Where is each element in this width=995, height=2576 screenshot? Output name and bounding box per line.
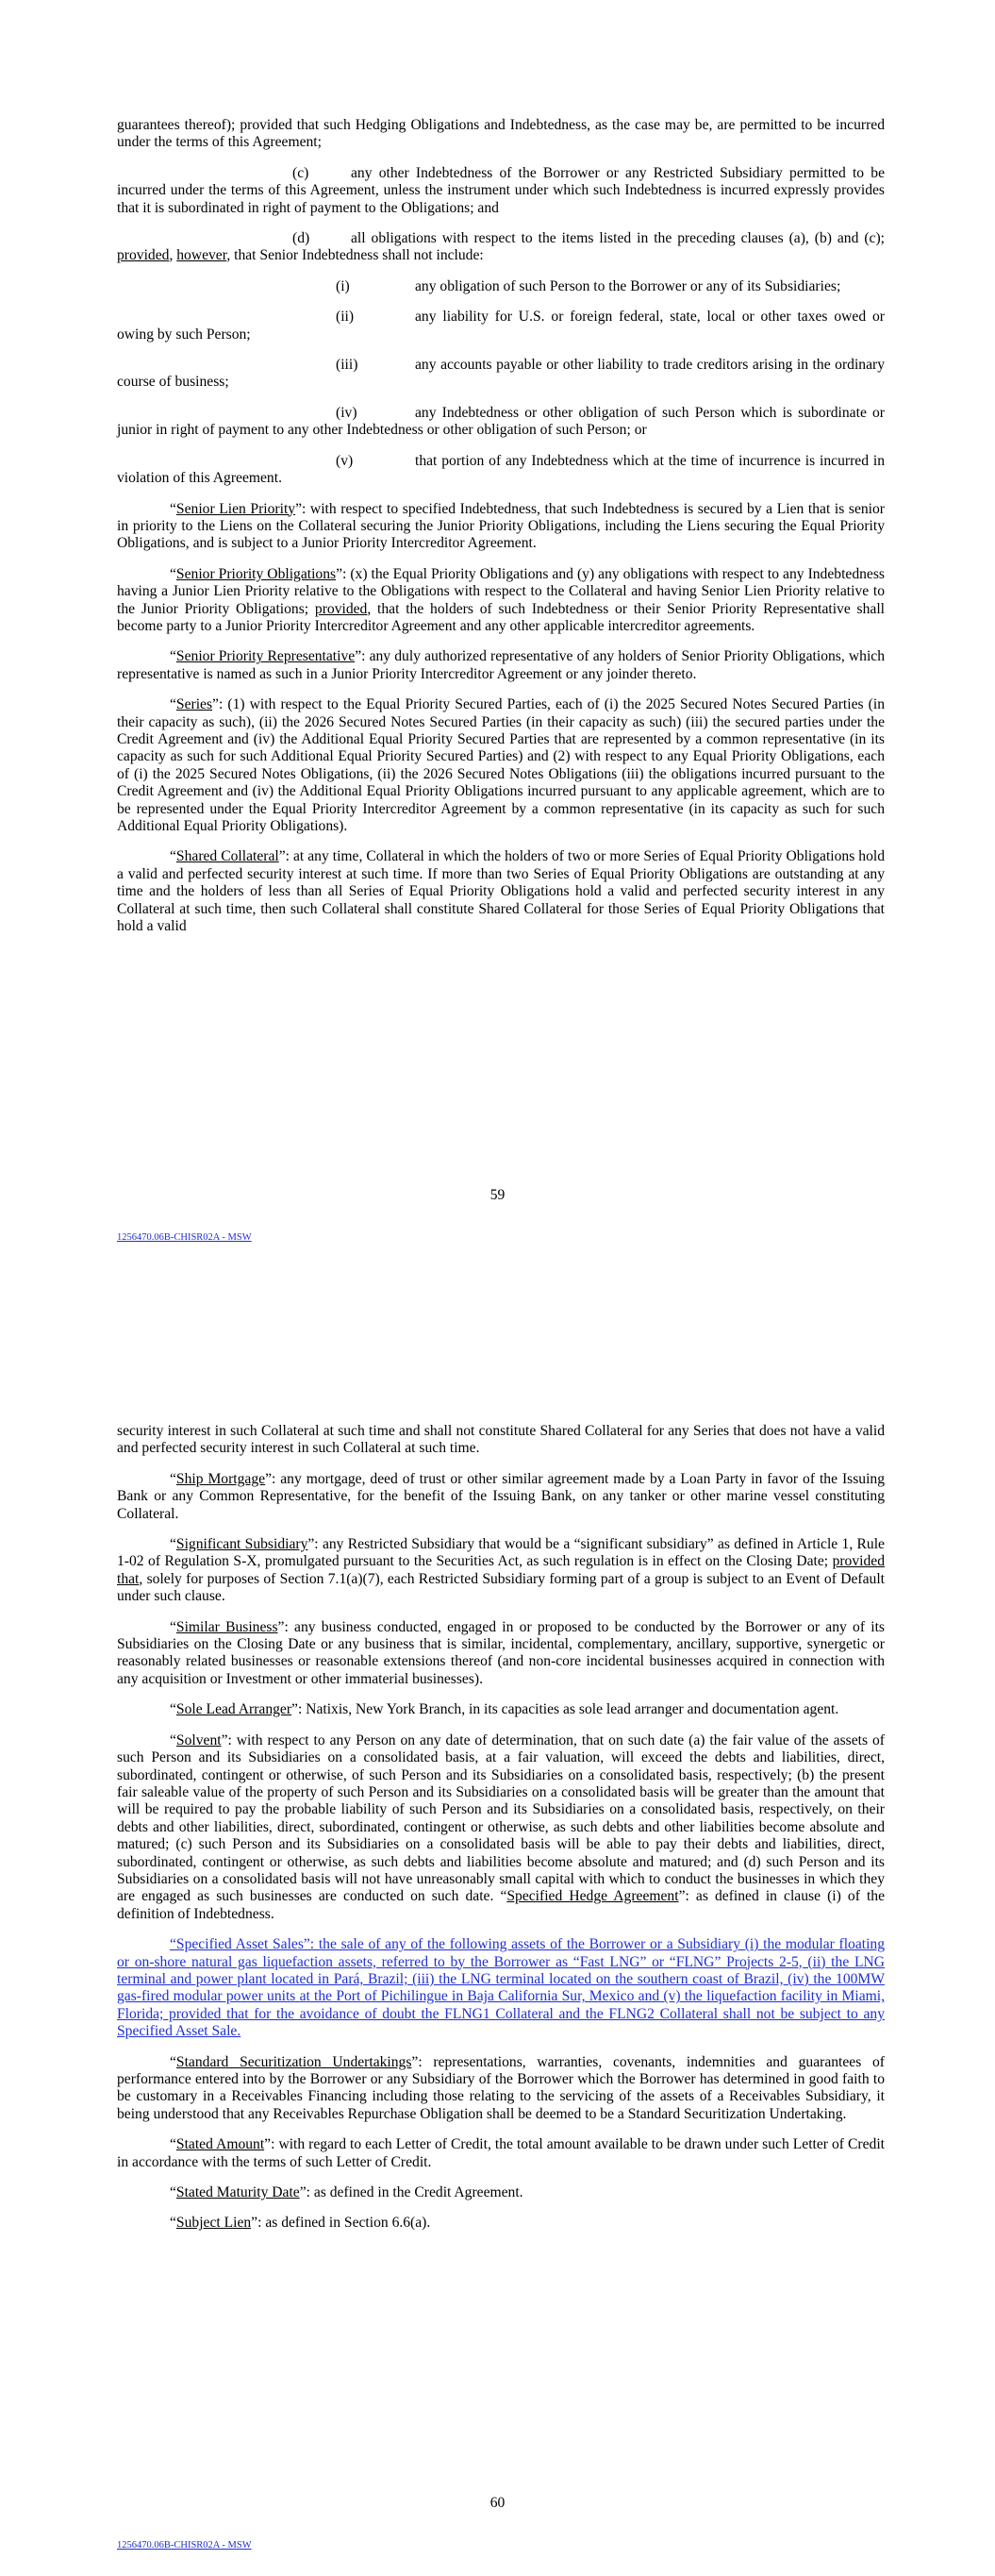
clause-number: (c) [292, 164, 309, 181]
definition-stated-maturity-date: “Stated Maturity Date”: as defined in the Credit Agreement. [170, 2184, 523, 2201]
definition-senior-lien-priority: “Senior Lien Priority”: with respect to specified Indebtedness, that such Indebtedness is secured by a Lien that is senior in priority to the Liens on the Collateral securing the Junior Priority Obligations, including the Liens securing the Equal Priority Obligations, and is subject to a Junior Priority Intercreditor Agreement. [117, 500, 885, 552]
continuation-paragraph: guarantees thereof); provided that such Hedging Obligations and Indebtedness, as the case may be, are permitted to be incurred under the terms of this Agreement; [117, 117, 885, 151]
defined-term: Stated Amount [175, 2136, 265, 2153]
page-60 [0, 1302, 995, 2576]
defined-term: Significant Subsidiary [175, 1536, 308, 1553]
inserted-text: “Specified Asset Sales”: the sale of any of the following assets of the Borrower or a Subsidiary (i) the modular floating or on-shore natural gas liquefaction assets, referred to by the Borrower as “Fast LNG” or “FLNG” Projects 2-5, (ii) the LNG terminal and power plant located in Pará, Brazil; (iii) the LNG terminal located on the southern coast of Brazil, (iv) the 100MW gas-fired modular power units at the Port of Pichilingue in Baja California Sur, Mexico and (v) the liquefaction facility in Miami, Florida; provided that for the avoidance of doubt the FLNG1 Collateral and the FLNG2 Collateral shall not be subject to any Specified Asset Sale. [117, 1936, 885, 2040]
definition-senior-priority-obligations: “Senior Priority Obligations”: (x) the Equal Priority Obligations and (y) any obligations with respect to any Indebtedness having a Junior Lien Priority relative to the Obligations with respect to the Collateral and having Senior Lien Priority relative to the Junior Priority Obligations; provided, that the holders of such Indebtedness or their Senior Priority Representative shall become party to a Junior Priority Intercreditor Agreement and any other applicable intercreditor agreements. [117, 565, 885, 634]
defined-term: Subject Lien [175, 2215, 252, 2232]
subclause-iv: (iv) any Indebtedness or other obligation of such Person which is subordinate or junior in right of payment to any other Indebtedness or other obligation of such Person; or [117, 404, 885, 439]
defined-term: Standard Securitization Undertakings [175, 2053, 412, 2070]
definition-series: “Series”: (1) with respect to the Equal Priority Secured Parties, each of (i) the 2025 Secured Notes Secured Parties (in their capacity as such), (ii) the 2026 Secured Notes Secured Parties (in their capacity as such) (iii) the secured parties under the Credit Agreement and (iv) the Additional Equal Priority Secured Parties that are represented by a common representative (in its capacity as such for such Additional Equal Priority Secured Parties) and (2) with respect to any Equal Priority Obligations, each of (i) the 2025 Secured Notes Obligations, (ii) the 2026 Secured Notes Obligations (iii) the obligations incurred pursuant to the Credit Agreement and (iv) the Additional Equal Priority Obligations incurred pursuant to any applicable agreement, which are to be represented under the Equal Priority Intercreditor Agreement by a common representative (in its capacity as such for such Additional Equal Priority Obligations). [117, 696, 885, 834]
definition-sole-lead-arranger: “Sole Lead Arranger”: Natixis, New York Branch, in its capacities as sole lead arranger and documentation agent. [170, 1701, 839, 1718]
defined-term: Senior Priority Representative [175, 648, 356, 665]
page-60-body [117, 1423, 885, 2246]
clause-number: (d) [292, 230, 310, 247]
page-number: 60 [489, 2495, 506, 2511]
defined-term: Senior Lien Priority [175, 500, 296, 517]
subclause-number: (ii) [336, 309, 355, 326]
defined-term: Series [175, 696, 213, 713]
defined-term: Shared Collateral [175, 848, 279, 865]
definition-similar-business: “Similar Business”: any business conducted, engaged in or proposed to be conducted by the Borrower or any of its Subsidiaries on the Closing Date or any business that is similar, incidental, complementary, ancillary, supportive, synergetic or reasonably related businesses or reasonable extensions thereof (and non-core incidental businesses acquired in connection with any acquisition or Investment or other immaterial businesses). [117, 1618, 885, 1687]
defined-term: Solvent [175, 1731, 222, 1748]
subclause-number: (v) [336, 452, 354, 469]
defined-term: Similar Business [175, 1618, 278, 1635]
definition-shared-collateral: “Shared Collateral”: at any time, Collateral in which the holders of two or more Series of Equal Priority Obligations hold a valid and perfected security interest at such time. If more than two Series of Equal Priority Obligations are outstanding at any time and the holders of less than all Series of Equal Priority Obligations hold a valid and perfected security interest in any Collateral at such time, then such Collateral shall constitute Shared Collateral for those Series of Equal Priority Obligations that hold a valid [117, 848, 886, 935]
defined-term: Ship Mortgage [175, 1470, 266, 1487]
defined-term: Sole Lead Arranger [175, 1701, 292, 1718]
defined-term: Stated Maturity Date [175, 2184, 300, 2201]
defined-term: Specified Hedge Agreement [506, 1888, 679, 1905]
definition-senior-priority-representative: “Senior Priority Representative”: any duly authorized representative of any holders of Senior Priority Obligations, which representative is named as such in a Junior Priority Intercreditor Agreement or any joinder thereto. [117, 648, 885, 682]
defined-term: Senior Priority Obligations [175, 565, 337, 582]
subclause-v: (v) that portion of any Indebtedness which at the time of incurrence is incurred in violation of this Agreement. [117, 452, 885, 487]
document-footer-id[interactable]: 1256470.06B-CHISR02A - MSW [117, 1232, 252, 1243]
document-footer-id[interactable]: 1256470.06B-CHISR02A - MSW [117, 2540, 252, 2551]
clause-c: (c) any other Indebtedness of the Borrower or any Restricted Subsidiary permitted to be incurred under the terms of this Agreement, unless the instrument under which such Indebtedness is incurred expressly provides that it is subordinated in right of payment to the Obligations; and [117, 164, 885, 216]
subclause-iii: (iii) any accounts payable or other liability to trade creditors arising in the ordinary course of business; [117, 357, 885, 391]
subclause-number: (iv) [336, 404, 357, 421]
subclause-ii: (ii) any liability for U.S. or foreign federal, state, local or other taxes owed or owing by such Person; [117, 309, 885, 343]
definition-standard-securitization-undertakings: “Standard Securitization Undertakings”: representations, warranties, covenants, indemnities and guarantees of performance entered into by the Borrower or any Subsidiary of the Borrower which the Borrower has determined in good faith to be customary in a Receivables Financing including those relating to the servicing of the assets of a Receivables Subsidiary, it being understood that any Receivables Repurchase Obligation shall be deemed to be a Standard Securitization Undertaking. [117, 2053, 885, 2122]
subclause-number: (iii) [336, 357, 358, 374]
continuation-paragraph: security interest in such Collateral at such time and shall not constitute Shared Collateral for any Series that does not have a valid and perfected security interest in such Collateral at such time. [117, 1423, 885, 1457]
page-number: 59 [489, 1187, 506, 1203]
page-59-body [117, 117, 885, 948]
definition-specified-asset-sales-insertion [117, 1936, 885, 2040]
definition-solvent: “Solvent”: with respect to any Person on any date of determination, that on such date (a) the fair value of the assets of such Person and its Subsidiaries on a consolidated basis, at a fair valuation, will exceed the debts and liabilities, direct, subordinated, contingent or otherwise, of such Person and its Subsidiaries on a consolidated basis, respectively; (b) the present fair saleable value of the property of such Person and its Subsidiaries on a consolidated basis will be greater than the amount that will be required to pay the probable liability of such Person and its Subsidiaries on a consolidated basis, respectively, on their debts and other liabilities, direct, subordinated, contingent or otherwise, as such debts and other liabilities become absolute and matured; (c) such Person and its Subsidiaries on a consolidated basis will be able to pay their debts and liabilities, direct, subordinated, contingent or otherwise, as such debts and liabilities become absolute and matured; and (d) such Person and its Subsidiaries on a consolidated basis will not have unreasonably small capital with which to conduct the businesses in which they are engaged as such businesses are conducted on such date. “Specified Hedge Agreement”: as defined in clause (i) of the definition of Indebtedness. [117, 1731, 886, 1922]
clause-d: (d) all obligations with respect to the items listed in the preceding clauses (a), (b) and (c); provided, however, that Senior Indebtedness shall not include: [117, 230, 885, 264]
subclause-i: (i) any obligation of such Person to the Borrower or any of its Subsidiaries; [336, 277, 841, 294]
subclause-number: (i) [336, 277, 350, 294]
definition-stated-amount: “Stated Amount”: with regard to each Letter of Credit, the total amount available to be drawn under such Letter of Credit in accordance with the terms of such Letter of Credit. [117, 2136, 885, 2170]
definition-significant-subsidiary: “Significant Subsidiary”: any Restricted Subsidiary that would be a “significant subsidiary” as defined in Article 1, Rule 1-02 of Regulation S-X, promulgated pursuant to the Securities Act, as such regulation is in effect on the Closing Date; provided that, solely for purposes of Section 7.1(a)(7), each Restricted Subsidiary forming part of a group is subject to an Event of Default under such clause. [117, 1536, 885, 1605]
definition-ship-mortgage: “Ship Mortgage”: any mortgage, deed of trust or other similar agreement made by a Loan Party in favor of the Issuing Bank or any Common Representative, for the benefit of the Issuing Bank, on any tanker or other marine vessel constituting Collateral. [117, 1470, 885, 1522]
definition-subject-lien: “Subject Lien”: as defined in Section 6.6(a). [170, 2215, 431, 2232]
